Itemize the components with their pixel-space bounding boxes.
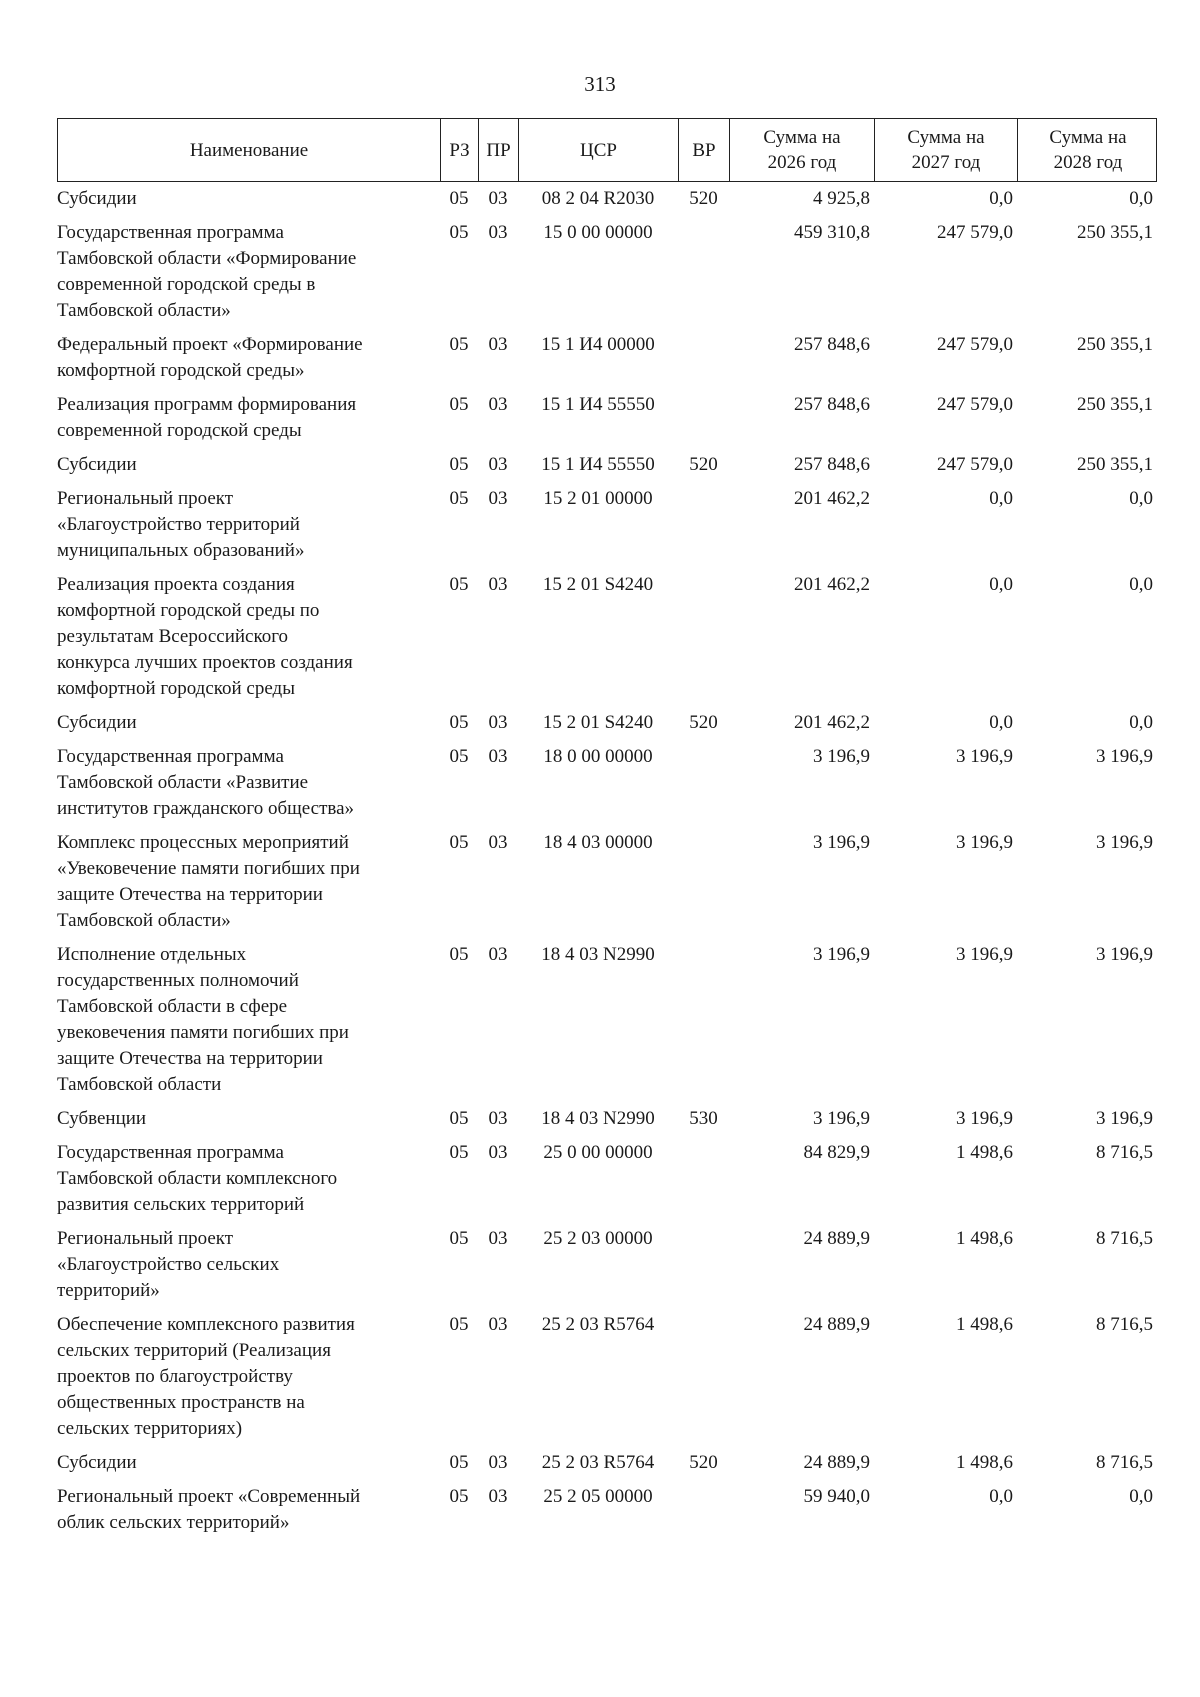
cell-csr: 15 2 01 00000 [543,488,653,509]
header-sum-2027: Сумма на 2027 год [875,119,1018,181]
table-row [57,710,1157,736]
cell-csr: 18 4 03 00000 [543,832,653,853]
cell-name: Государственная программа Тамбовской области комплексного развития сельских территорий [57,1142,338,1215]
cell-csr: 15 2 01 S4240 [542,712,654,733]
table-row [57,452,1157,478]
cell-sum-2026: 257 848,6 [794,394,870,415]
cell-rz: 05 [449,1452,469,1473]
cell-sum-2027: 1 498,6 [956,1314,1013,1335]
table-row [57,1226,1157,1304]
cell-rz: 05 [449,1142,469,1163]
cell-name: Исполнение отдельных государственных полномочий Тамбовской области в сфере увековечения памяти погибших при защите Отечества на территории Тамбовской области [57,944,349,1095]
cell-pr: 03 [488,188,508,209]
cell-rz: 05 [449,454,469,475]
cell-vr [678,1140,729,1218]
cell-pr: 03 [488,574,508,595]
cell-vr [678,1226,729,1304]
cell-sum-2027: 1 498,6 [956,1228,1013,1249]
cell-name: Региональный проект «Благоустройство территорий муниципальных образований» [57,488,305,561]
cell-pr: 03 [488,394,508,415]
cell-sum-2028: 8 716,5 [1096,1142,1153,1163]
table-body [57,186,1157,1544]
cell-name: Субсидии [57,1452,137,1473]
cell-name: Субсидии [57,454,137,475]
cell-rz: 05 [449,1486,469,1507]
cell-sum-2026: 84 829,9 [803,1142,870,1163]
cell-sum-2027: 1 498,6 [956,1452,1013,1473]
cell-pr: 03 [488,454,508,475]
cell-name: Региональный проект «Благоустройство сельских территорий» [57,1228,280,1301]
cell-vr: 530 [689,1108,718,1129]
cell-sum-2026: 257 848,6 [794,334,870,355]
cell-csr: 25 2 03 R5764 [541,1314,655,1335]
cell-sum-2028: 3 196,9 [1096,1108,1153,1129]
table-row [57,186,1157,212]
table-header [57,118,1157,182]
cell-sum-2026: 3 196,9 [813,746,870,767]
cell-sum-2026: 3 196,9 [813,1108,870,1129]
cell-pr: 03 [488,1314,508,1335]
cell-csr: 25 2 05 00000 [543,1486,653,1507]
cell-sum-2028: 8 716,5 [1096,1452,1153,1473]
header-pr: ПР [479,119,519,181]
cell-sum-2026: 3 196,9 [813,944,870,965]
table-row [57,1312,1157,1442]
cell-sum-2028: 250 355,1 [1077,394,1153,415]
cell-name: Реализация программ формирования современной городской среды [57,394,357,441]
cell-vr [678,942,729,1098]
cell-rz: 05 [449,574,469,595]
cell-sum-2027: 3 196,9 [956,746,1013,767]
cell-name: Субсидии [57,712,137,733]
cell-vr [678,1312,729,1442]
cell-sum-2027: 3 196,9 [956,832,1013,853]
cell-sum-2028: 8 716,5 [1096,1228,1153,1249]
cell-name: Субвенции [57,1108,147,1129]
cell-sum-2028: 3 196,9 [1096,832,1153,853]
cell-rz: 05 [449,334,469,355]
cell-sum-2027: 3 196,9 [956,944,1013,965]
table-row [57,486,1157,564]
cell-vr: 520 [689,188,718,209]
cell-sum-2027: 0,0 [989,188,1013,209]
cell-sum-2027: 0,0 [989,574,1013,595]
cell-csr: 15 2 01 S4240 [542,574,654,595]
cell-pr: 03 [488,944,508,965]
cell-name: Реализация проекта создания комфортной городской среды по результатам Всероссийского конкурса лучших проектов создания комфортной городской среды [57,574,353,699]
cell-sum-2026: 459 310,8 [794,222,870,243]
cell-rz: 05 [449,712,469,733]
cell-sum-2027: 247 579,0 [937,334,1013,355]
cell-sum-2026: 24 889,9 [803,1452,870,1473]
cell-sum-2026: 3 196,9 [813,832,870,853]
cell-csr: 18 4 03 N2990 [541,944,655,965]
cell-name: Федеральный проект «Формирование комфортной городской среды» [57,334,363,381]
header-name: Наименование [58,119,441,181]
header-vr: ВР [679,119,730,181]
cell-sum-2028: 0,0 [1129,188,1153,209]
table-row [57,1140,1157,1218]
cell-csr: 18 4 03 N2990 [541,1108,655,1129]
cell-rz: 05 [449,832,469,853]
cell-sum-2026: 24 889,9 [803,1314,870,1335]
cell-sum-2026: 201 462,2 [794,488,870,509]
cell-sum-2027: 1 498,6 [956,1142,1013,1163]
cell-sum-2027: 247 579,0 [937,394,1013,415]
table-row [57,1450,1157,1476]
cell-sum-2026: 201 462,2 [794,712,870,733]
cell-name: Государственная программа Тамбовской области «Формирование современной городской среды в Тамбовской области» [57,222,357,321]
cell-sum-2026: 24 889,9 [803,1228,870,1249]
cell-vr [678,744,729,822]
cell-sum-2027: 247 579,0 [937,454,1013,475]
cell-vr [678,220,729,324]
cell-rz: 05 [449,222,469,243]
cell-sum-2027: 247 579,0 [937,222,1013,243]
cell-rz: 05 [449,1108,469,1129]
table-row [57,1484,1157,1536]
cell-pr: 03 [488,1142,508,1163]
cell-vr [678,486,729,564]
cell-rz: 05 [449,1228,469,1249]
page-number: 313 [584,72,616,96]
cell-name: Региональный проект «Современный облик сельских территорий» [57,1486,361,1533]
table-row [57,744,1157,822]
cell-pr: 03 [488,746,508,767]
cell-sum-2027: 0,0 [989,488,1013,509]
header-csr: ЦСР [519,119,679,181]
cell-sum-2028: 0,0 [1129,488,1153,509]
cell-csr: 18 0 00 00000 [543,746,653,767]
cell-pr: 03 [488,222,508,243]
cell-sum-2028: 0,0 [1129,574,1153,595]
cell-sum-2028: 3 196,9 [1096,944,1153,965]
cell-vr [678,830,729,934]
header-rz: РЗ [441,119,479,181]
cell-vr [678,392,729,444]
cell-rz: 05 [449,944,469,965]
table-row [57,1106,1157,1132]
cell-pr: 03 [488,1452,508,1473]
cell-name: Обеспечение комплексного развития сельских территорий (Реализация проектов по благоустройству общественных пространств на сельских территориях) [57,1314,355,1439]
cell-sum-2026: 4 925,8 [813,188,870,209]
cell-sum-2028: 0,0 [1129,712,1153,733]
cell-sum-2028: 250 355,1 [1077,454,1153,475]
cell-sum-2027: 0,0 [989,712,1013,733]
cell-csr: 25 2 03 00000 [543,1228,653,1249]
cell-rz: 05 [449,488,469,509]
table-row [57,830,1157,934]
cell-csr: 15 1 И4 55550 [541,454,655,475]
cell-csr: 25 0 00 00000 [543,1142,653,1163]
cell-csr: 15 1 И4 55550 [541,394,655,415]
cell-rz: 05 [449,394,469,415]
cell-sum-2027: 3 196,9 [956,1108,1013,1129]
cell-pr: 03 [488,832,508,853]
cell-vr [678,1484,729,1536]
cell-pr: 03 [488,488,508,509]
cell-vr: 520 [689,712,718,733]
table-row [57,942,1157,1098]
cell-csr: 25 2 03 R5764 [541,1452,655,1473]
table-row [57,220,1157,324]
cell-vr [678,332,729,384]
table-row [57,332,1157,384]
cell-csr: 15 1 И4 00000 [541,334,655,355]
cell-pr: 03 [488,1486,508,1507]
cell-vr [678,572,729,702]
cell-rz: 05 [449,188,469,209]
cell-sum-2026: 201 462,2 [794,574,870,595]
cell-name: Субсидии [57,188,137,209]
cell-sum-2028: 0,0 [1129,1486,1153,1507]
header-sum-2028: Сумма на 2028 год [1049,127,1127,173]
cell-sum-2028: 3 196,9 [1096,746,1153,767]
cell-pr: 03 [488,1228,508,1249]
cell-sum-2028: 250 355,1 [1077,222,1153,243]
cell-rz: 05 [449,1314,469,1335]
cell-sum-2028: 8 716,5 [1096,1314,1153,1335]
cell-vr: 520 [689,454,718,475]
cell-pr: 03 [488,334,508,355]
cell-pr: 03 [488,1108,508,1129]
cell-pr: 03 [488,712,508,733]
header-sum-2026: Сумма на 2026 год [730,119,875,181]
cell-vr: 520 [689,1452,718,1473]
cell-name: Государственная программа Тамбовской области «Развитие институтов гражданского общества» [57,746,355,819]
cell-rz: 05 [449,746,469,767]
cell-sum-2026: 257 848,6 [794,454,870,475]
table-row [57,572,1157,702]
table-row [57,392,1157,444]
cell-sum-2028: 250 355,1 [1077,334,1153,355]
cell-csr: 08 2 04 R2030 [541,188,655,209]
cell-sum-2026: 59 940,0 [803,1486,870,1507]
cell-name: Комплекс процессных мероприятий «Увековечение памяти погибших при защите Отечества на территории Тамбовской области» [57,832,360,931]
cell-csr: 15 0 00 00000 [543,222,653,243]
cell-sum-2027: 0,0 [989,1486,1013,1507]
